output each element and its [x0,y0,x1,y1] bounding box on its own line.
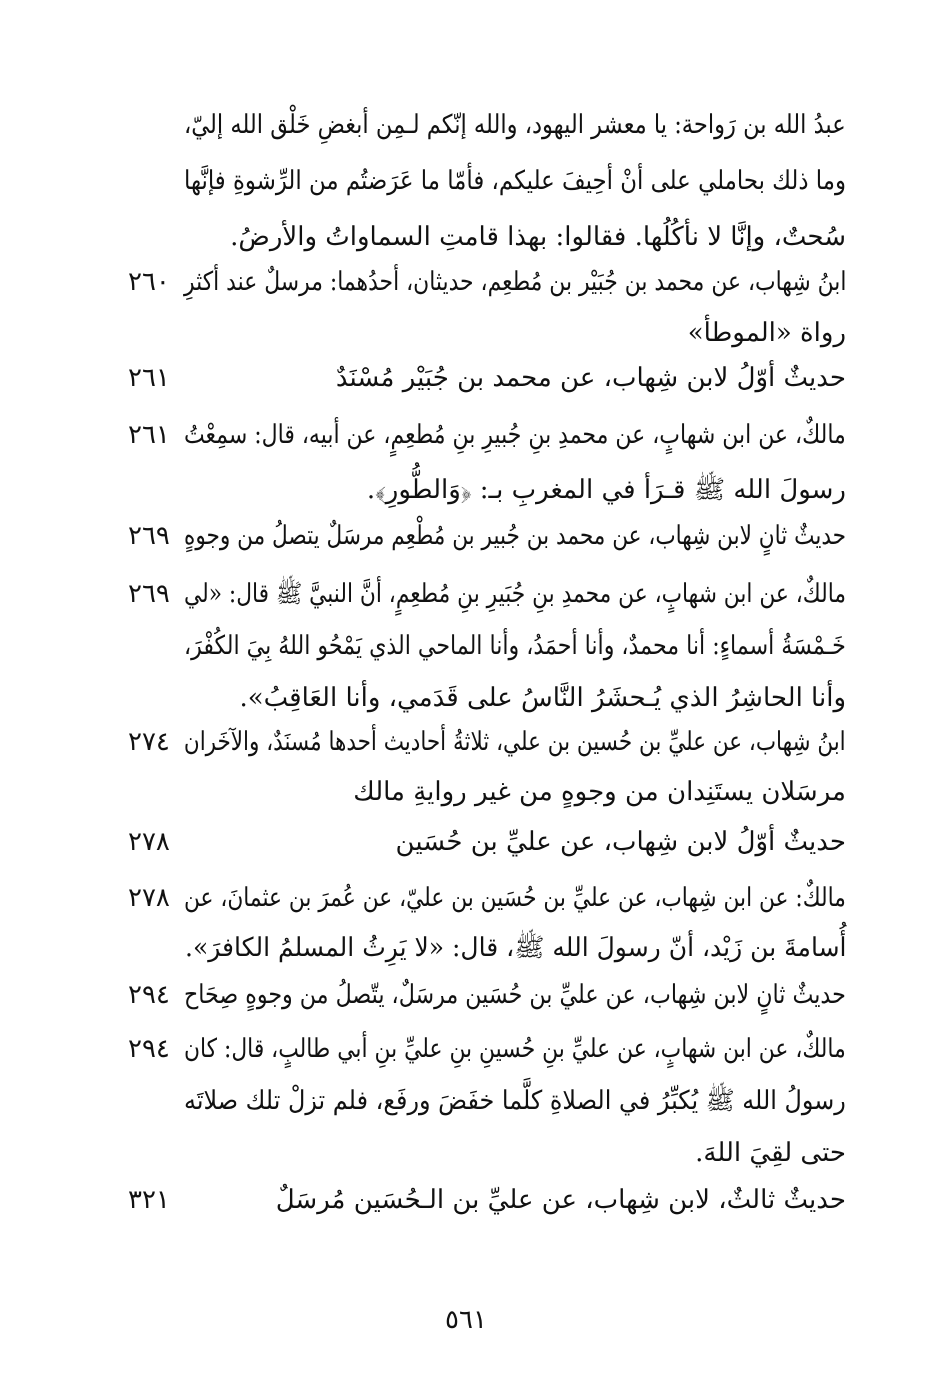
page-reference-number: ٢٧٨ [128,827,170,857]
text-line: أُسامةَ بن زَيْد، أنّ رسولَ الله ﷺ، قال: «لا يَرِثُ المسلمُ الكافرَ». [184,933,846,963]
page-reference-number: ٢٧٨ [128,883,170,913]
text-line: مالكٌ: عن ابن شِهاب، عن عليِّ بن حُسَين بن عليّ، عن عُمرَ بن عثمانَ، عن [184,883,846,913]
text-line: مرسَلان يستَنِدان من وجوهٍ من غير روايةِ مالك [353,777,846,807]
text-line: سُحتٌ، وإنَّا لا نأكُلُها. فقالوا: بهذا قامتِ السماواتُ والأرضُ. [230,222,846,252]
text-line: مالكٌ، عن ابن شهابٍ، عن محمدِ بنِ جُبيرِ بنِ مُطعِمٍ، عن أبيه، قال: سمِعْتُ [184,420,846,450]
text-line: ابنُ شِهاب، عن عليِّ بن حُسين بن علي، ثلاثةُ أحاديث أحدها مُسنَدٌ، والآخَران [184,727,846,757]
page-reference-number: ٢٦٠ [128,267,170,297]
section-heading: حديثٌ ثالثٌ، لابن شِهاب، عن عليِّ بن الـحُسَين مُرسَلٌ [275,1185,846,1215]
page-number: ٥٦١ [445,1305,487,1335]
section-heading: حديثٌ أوّلُ لابن شِهاب، عن عليِّ بن حُسَين [395,827,846,857]
section-heading: حديثٌ ثانٍ لابن شِهاب، عن محمد بن جُبير بن مُطْعِم مرسَلٌ يتصلُ من وجوهٍ [183,521,846,551]
text-line: رسولُ الله ﷺ يُكبِّرُ في الصلاةِ كلَّما خفَضَ ورفَع، فلم تزلْ تلك صلاتَه [184,1086,846,1116]
page-reference-number: ٢٩٤ [128,1034,170,1064]
text-line: عبدُ الله بن رَواحة: يا معشر اليهود، والله إنّكم لـمِن أبغضِ خَلْق الله إليّ، [184,110,846,140]
text-line: خَـمْسَةُ أسماءٍ: أنا محمدٌ، وأنا أحمَدُ، وأنا الماحي الذي يَمْحُو اللهُ بِيَ الكُفْرَ، [184,631,846,661]
page-reference-number: ٣٢١ [128,1185,170,1215]
text-line: مالكٌ، عن ابن شهابٍ، عن عليِّ بنِ حُسينِ بنِ عليِّ بنِ أبي طالبٍ، قال: كان [184,1034,846,1064]
text-line: وما ذلك بحاملي على أنْ أحِيفَ عليكم، فأمّا ما عَرَضتُم من الرِّشوةِ فإنَّها [183,166,846,196]
page-reference-number: ٢٦٩ [128,579,170,609]
page-reference-number: ٢٦٩ [128,521,170,551]
section-heading: حديثٌ ثانٍ لابن شِهاب، عن عليِّ بن حُسَين مرسَلٌ، يتّصلُ من وجوهٍ صِحَاح [184,980,846,1010]
text-line: ابنُ شِهاب، عن محمد بن جُبَيْر بن مُطعِم، حديثان، أحدُهما: مرسلٌ عند أكثرِ [183,267,846,297]
section-heading: حديثٌ أوّلُ لابن شِهاب، عن محمد بن جُبَيْر مُسْنَدٌ [335,363,846,393]
page-reference-number: ٢٦١ [128,420,170,450]
page-reference-number: ٢٧٤ [128,727,170,757]
text-line: رسولَ الله ﷺ قـرَأ في المغربِ بـ: ﴿وَالطُّورِ﴾. [366,475,846,505]
page-reference-number: ٢٩٤ [128,980,170,1010]
page-reference-number: ٢٦١ [128,363,170,393]
text-line: مالكٌ، عن ابن شهابٍ، عن محمدِ بنِ جُبَيرِ بنِ مُطعِمٍ، أنَّ النبيَّ ﷺ قال: «لي [183,579,846,609]
text-line: وأنا الحاشِرُ الذي يُـحشَرُ النَّاسُ على قَدَمي، وأنا العَاقِبُ». [239,683,846,713]
text-line: رواة «الموطأ» [687,318,846,348]
text-line: حتى لقِيَ اللهَ. [695,1138,846,1168]
